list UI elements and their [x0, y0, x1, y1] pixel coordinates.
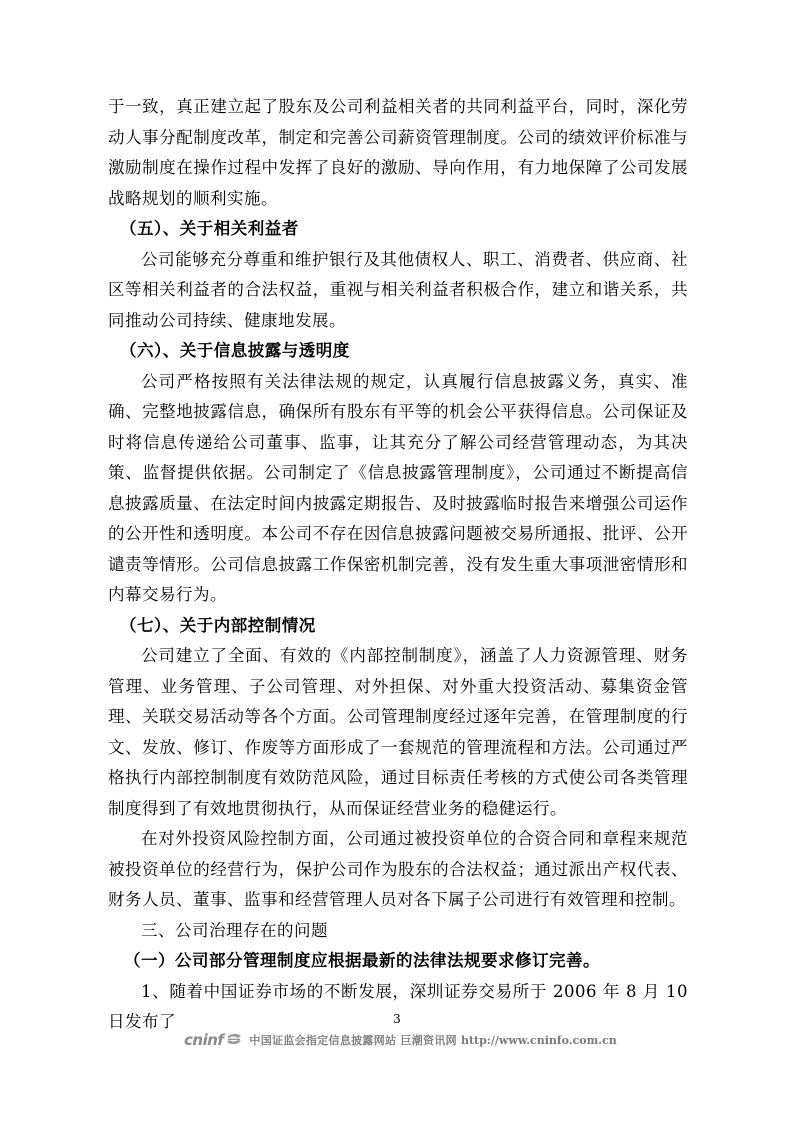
- paragraph-last: 1、随着中国证券市场的不断发展，深圳证券交易所于 2006 年 8 月 10 日发布了: [108, 981, 688, 1031]
- paragraph-5: 公司能够充分尊重和维护银行及其他债权人、职工、消费者、供应商、社区等相关利益者的合法权益，重视与相关利益者积极合作，建立和谐关系，共同推动公司持续、健康地发展。: [108, 249, 688, 330]
- page-number: 3: [393, 1012, 401, 1026]
- cninfo-logo-icon: [225, 1033, 243, 1047]
- chapter-heading-3: 三、公司治理存在的问题: [141, 920, 328, 940]
- subsection-heading-3-1: （一）公司部分管理制度应根据最新的法律法规要求修订完善。: [124, 951, 600, 970]
- cninfo-logo-text: cninf: [184, 1031, 224, 1049]
- section-heading-6: （六）、关于信息披露与透明度: [120, 341, 350, 360]
- paragraph-7a: 公司建立了全面、有效的《内部控制制度》，涵盖了人力资源管理、财务管理、业务管理、子公司管理、对外担保、对外重大投资活动、募集资金管理、关联交易活动等各个方面。公司管理制度经过逐年完善，在管理制度的行文、发放、修订、作废等方面形成了一套规范的管理流程和方法。公司通过严格执行内部控制制度有效防范风险，通过目标责任考核的方式使公司各类管理制度得到了有效地贯彻执行，从而保证经营业务的稳健运行。: [108, 646, 688, 818]
- paragraph-1: 于一致，真正建立起了股东及公司利益相关者的共同利益平台，同时，深化劳动人事分配制度改革，制定和完善公司薪资管理制度。公司的绩效评价标准与激励制度在操作过程中发挥了良好的激励、导向作用，有力地保障了公司发展战略规划的顺利实施。: [108, 97, 688, 208]
- document-body: [108, 92, 688, 1038]
- section-heading-5: （五）、关于相关利益者: [120, 219, 299, 238]
- paragraph-7b: 在对外投资风险控制方面，公司通过被投资单位的合资合同和章程来规范被投资单位的经营行为，保护公司作为股东的合法权益；通过派出产权代表、财务人员、董事、监事和经营管理人员对各下属子公司进行有效管理和控制。: [108, 829, 688, 909]
- footer-url[interactable]: http://www.cninfo.com.cn: [460, 1033, 617, 1047]
- paragraph-6: 公司严格按照有关法律法规的规定，认真履行信息披露义务，真实、准确、完整地披露信息，确保所有股东有平等的机会公平获得信息。公司保证及时将信息传递给公司董事、监事，让其充分了解公司经营管理动态，为其决策、监督提供依据。公司制定了《信息披露管理制度》，公司通过不断提高信息披露质量、在法定时间内披露定期报告、及时披露临时报告来增强公司运作的公开性和透明度。本公司不存在因信息披露问题被交易所通报、批评、公开谴责等情形。公司信息披露工作保密机制完善，没有发生重大事项泄密情形和内幕交易行为。: [108, 371, 688, 604]
- section-heading-7: （七）、关于内部控制情况: [120, 615, 316, 635]
- footer-site-text: 中国证监会指定信息披露网站 巨潮资讯网: [249, 1034, 457, 1047]
- footer: [184, 1030, 617, 1050]
